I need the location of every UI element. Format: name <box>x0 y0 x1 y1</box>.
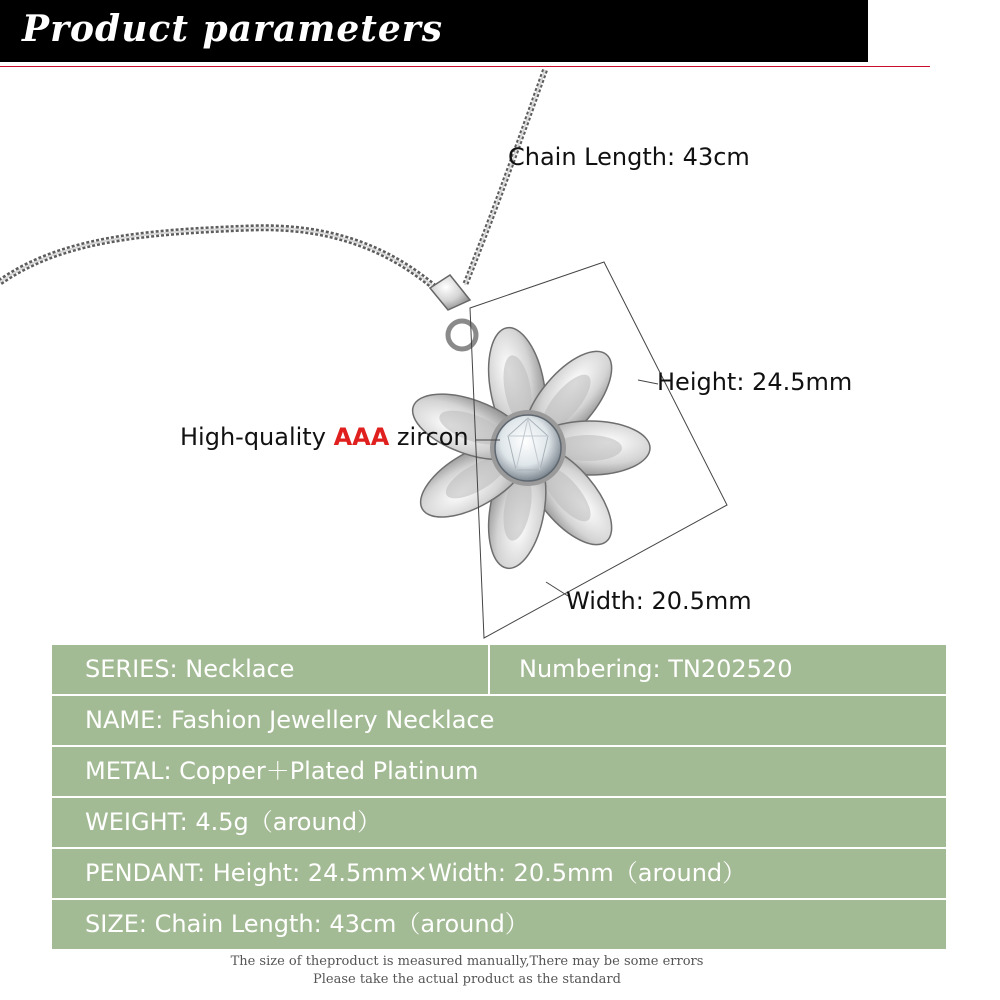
width-leader <box>546 582 568 596</box>
spec-weight: WEIGHT: 4.5g（around） <box>85 808 382 836</box>
height-leader <box>638 380 658 384</box>
spec-row-weight <box>52 798 946 847</box>
spec-row-pendant <box>52 849 946 898</box>
spec-size: SIZE: Chain Length: 43cm（around） <box>85 910 529 938</box>
footnote-line-2: Please take the actual product as the standard <box>313 972 621 987</box>
spec-divider <box>488 645 490 694</box>
spec-row-size <box>52 900 946 949</box>
zircon-prefix: High-quality <box>180 423 334 451</box>
spec-numbering: Numbering: TN202520 <box>519 655 793 683</box>
zircon-suffix: zircon <box>389 423 469 451</box>
page-title: Product parameters <box>22 8 444 50</box>
width-label: Width: 20.5mm <box>566 587 752 615</box>
spec-row-metal <box>52 747 946 796</box>
pendant-bail <box>430 275 476 349</box>
chain <box>0 70 545 292</box>
height-label: Height: 24.5mm <box>657 368 853 396</box>
spec-name: NAME: Fashion Jewellery Necklace <box>85 706 495 734</box>
spec-row-series <box>52 645 946 694</box>
spec-pendant: PENDANT: Height: 24.5mm×Width: 20.5mm（around） <box>85 859 747 887</box>
spec-row-name <box>52 696 946 745</box>
chain-length-label: Chain Length: 43cm <box>508 143 750 171</box>
zircon-label <box>180 423 469 451</box>
footnote-line-1: The size of theproduct is measured manually,There may be some errors <box>230 954 704 969</box>
spec-metal: METAL: Copper＋Plated Platinum <box>85 757 479 785</box>
zircon-grade: AAA <box>333 423 390 451</box>
spec-series: SERIES: Necklace <box>85 655 295 683</box>
